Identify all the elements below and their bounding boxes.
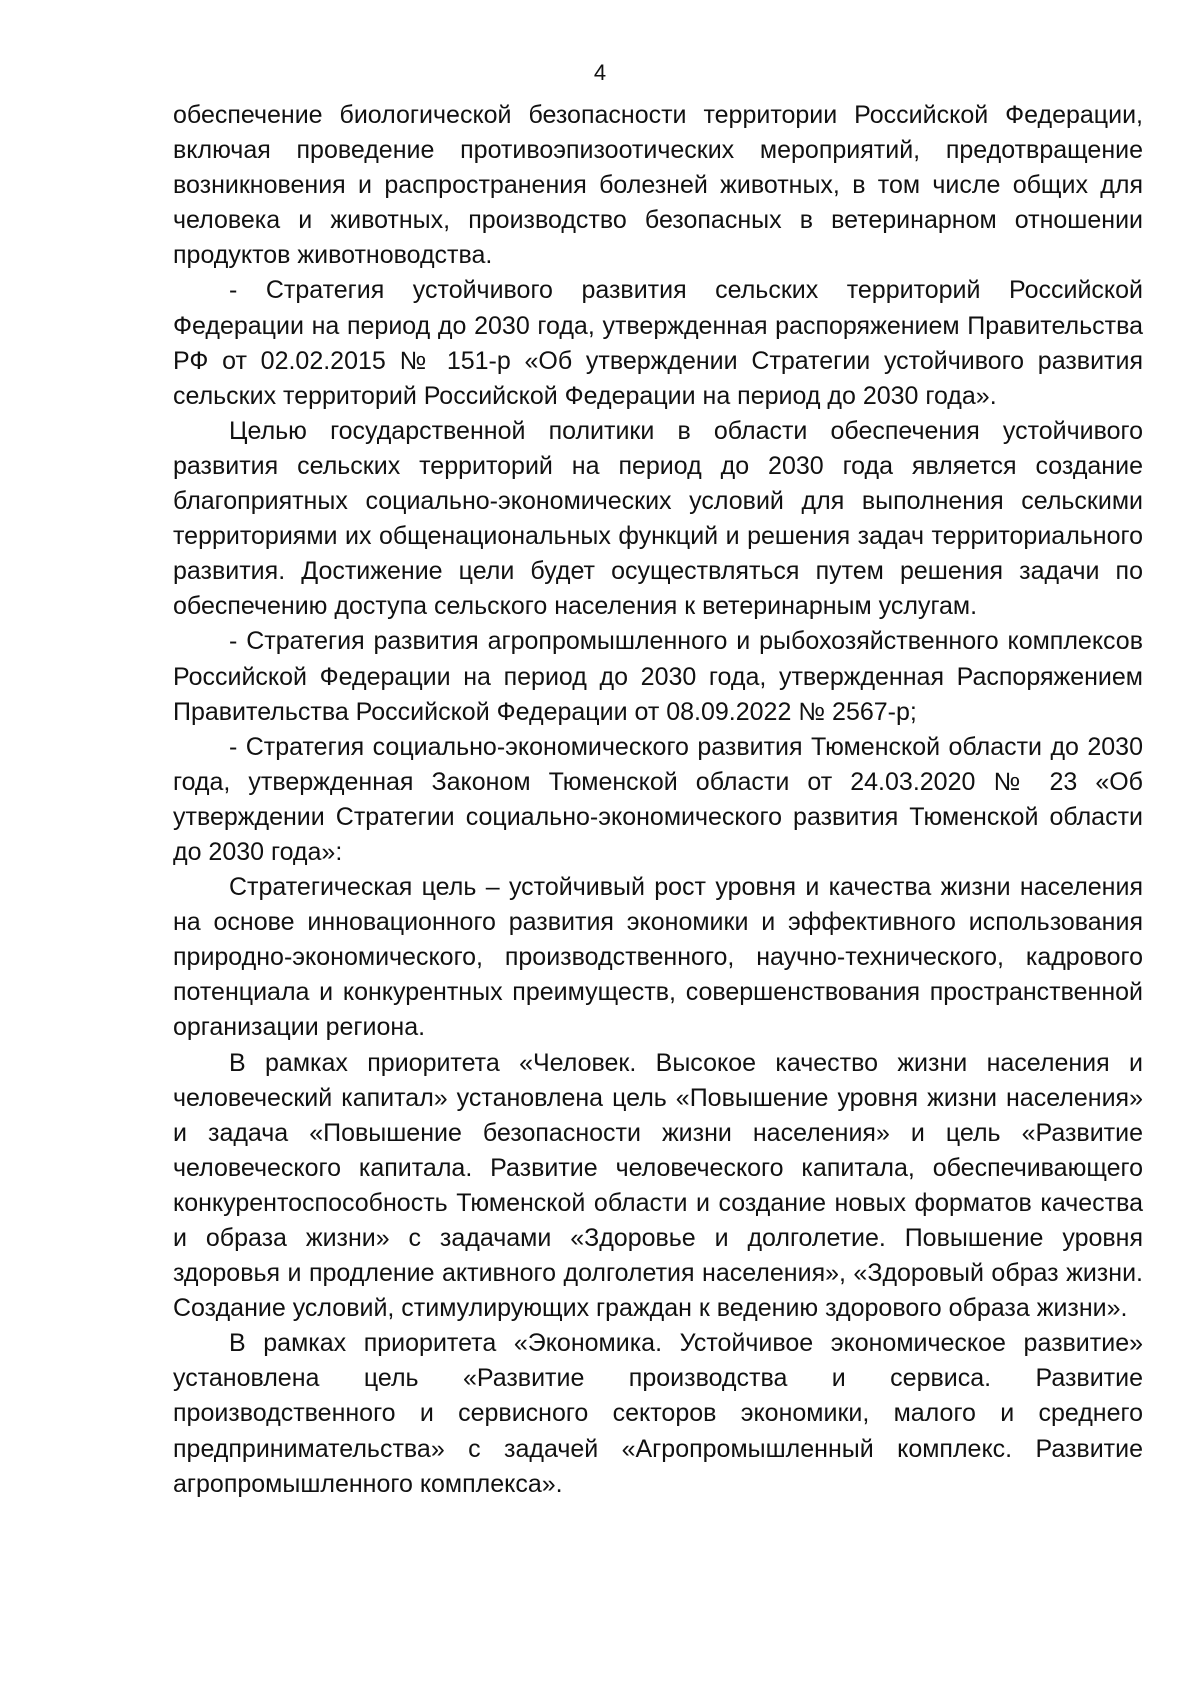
paragraph-strategic-goal: Стратегическая цель – устойчивый рост уровня и качества жизни населения на основе инновационного развития экономики и эффективного использования природно-экономического, производственного, научно-технического, кадрового потенциала и конкурентных преимуществ, совершенствования пространственной организации региона. (173, 873, 1143, 1042)
paragraph-priority-economy: В рамках приоритета «Экономика. Устойчивое экономическое развитие» установлена цель «Развитие производства и сервиса. Развитие производственного и сервисного секторов экономики, малого и среднего предпринимательства» с задачей «Агропромышленный комплекс. Развитие агропромышленного комплекса». (173, 1329, 1143, 1498)
paragraph-rural-policy-goal: Целью государственной политики в области обеспечения устойчивого развития сельских территорий на период до 2030 года является создание благоприятных социально-экономических условий для выполнения сельскими территориями их общенациональных функций и решения задач территориального развития. Достижение цели будет осуществляться путем решения задачи по обеспечению доступа сельского населения к ветеринарным услугам. (173, 416, 1143, 621)
document-body (173, 98, 1143, 1502)
paragraph-tyumen-strategy: - Стратегия социально-экономического развития Тюменской области до 2030 года, утвержденная Законом Тюменской области от 24.03.2020 № 23 «Об утверждении Стратегии социально-экономического развития Тюменской области до 2030 года»: (173, 732, 1143, 866)
paragraph-rural-strategy: - Стратегия устойчивого развития сельских территорий Российской Федерации на период до 2030 года, утвержденная распоряжением Правительства РФ от 02.02.2015 № 151-р «Об утверждении Стратегии устойчивого развития сельских территорий Российской Федерации на период до 2030 года». (173, 276, 1143, 410)
page-number: 4 (593, 60, 607, 85)
paragraph-agro-strategy: - Стратегия развития агропромышленного и рыбохозяйственного комплексов Российской Федерации на период до 2030 года, утвержденная Распоряжением Правительства Российской Федерации от 08.09.2022 № 2567-р; (173, 627, 1143, 726)
paragraph-priority-human: В рамках приоритета «Человек. Высокое качество жизни населения и человеческий капитал» установлена цель «Повышение уровня жизни населения» и задача «Повышение безопасности жизни населения» и цель «Развитие человеческого капитала. Развитие человеческого капитала, обеспечивающего конкурентоспособность Тюменской области и создание новых форматов качества и образа жизни» с задачами «Здоровье и долголетие. Повышение уровня здоровья и продление активного долголетия населения», «Здоровый образ жизни. Создание условий, стимулирующих граждан к ведению здорового образа жизни». (173, 1048, 1143, 1323)
paragraph-biosecurity-continuation: обеспечение биологической безопасности территории Российской Федерации, включая проведение противоэпизоотических мероприятий, предотвращение возникновения и распространения болезней животных, в том числе общих для человека и животных, производство безопасных в ветеринарном отношении продуктов животноводства. (173, 101, 1143, 270)
